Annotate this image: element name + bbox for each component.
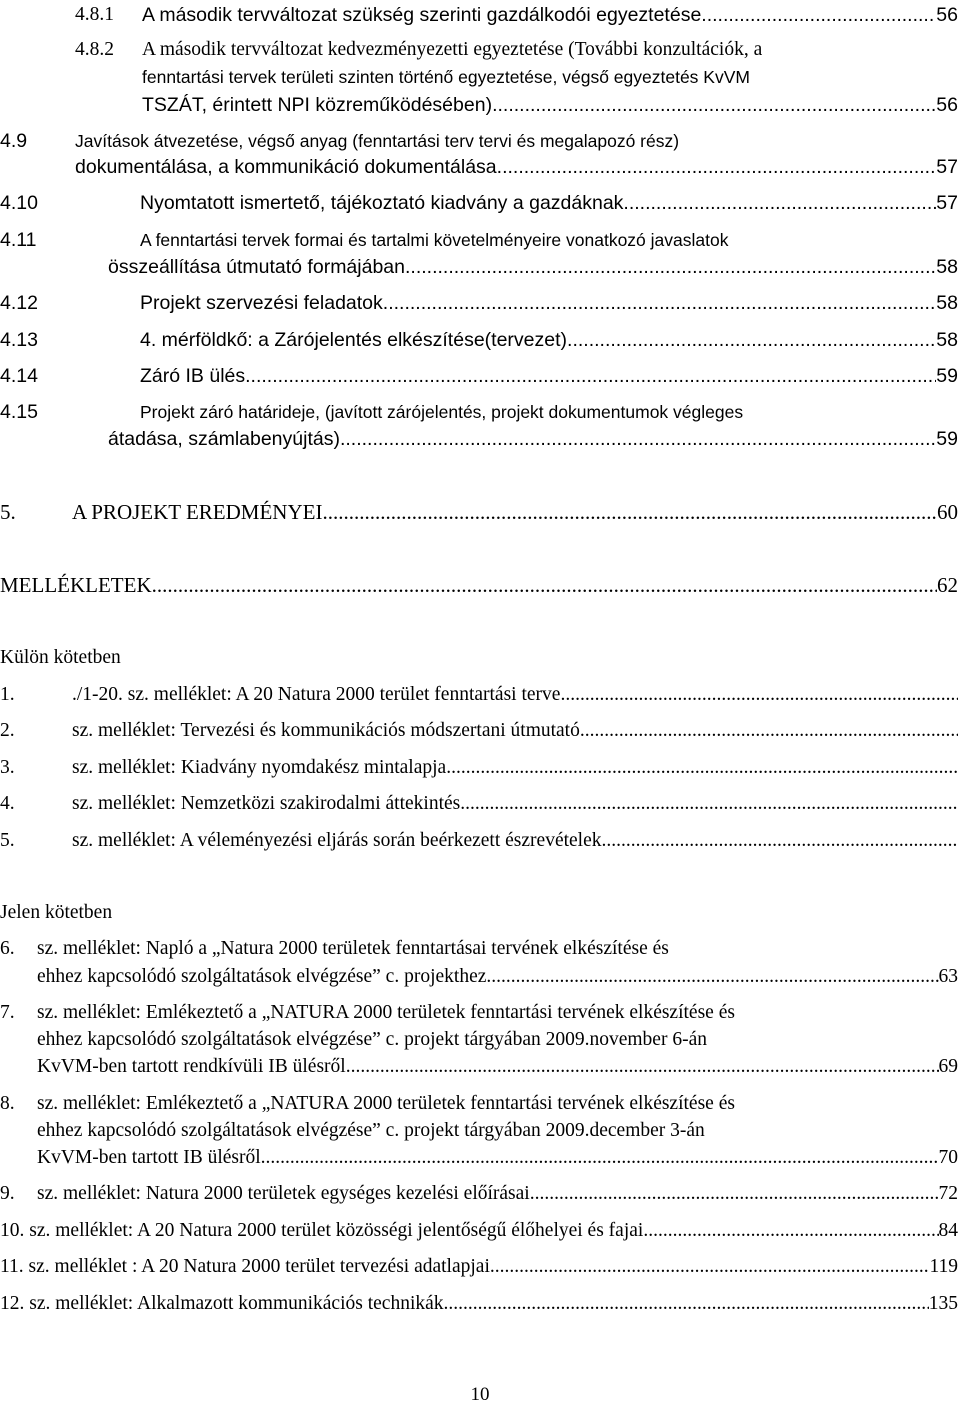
appendix-page-number: 72 bbox=[938, 1183, 958, 1204]
appendix-entry-text: ./1-20. sz. melléklet: A 20 Natura 2000 terület fenntartási terve bbox=[72, 684, 561, 705]
appendix-entry-text: sz. melléklet: Tervezési és kommunikációs módszertani útmutató bbox=[72, 720, 580, 741]
toc-number: 4.12 bbox=[0, 292, 38, 314]
appendix-entry-text: 10. sz. melléklet: A 20 Natura 2000 terület közösségi jelentőségű élőhelyei és fajai bbox=[0, 1220, 644, 1241]
appendix-page-number: 84 bbox=[938, 1220, 958, 1241]
appendix-page-number: 70 bbox=[938, 1147, 958, 1168]
appendix-entry-8[interactable] bbox=[37, 1145, 958, 1171]
toc-entry-text: A második tervváltozat szükség szerinti gazdálkodói egyeztetése bbox=[142, 4, 702, 26]
list-number: 3. bbox=[0, 757, 15, 778]
section-heading-this-volume: Jelen kötetben bbox=[0, 902, 113, 923]
appendix-entry-text: sz. melléklet: Emlékeztető a „NATURA 2000 területek fenntartási tervének elkészítése és bbox=[37, 1093, 735, 1114]
appendix-entry-text: sz. melléklet: Nemzetközi szakirodalmi áttekintés bbox=[72, 793, 461, 814]
toc-entry-text: Javítások átvezetése, végső anyag (fenntartási terv tervi és megalapozó rész) bbox=[75, 131, 680, 151]
appendix-entry-text: 12. sz. melléklet: Alkalmazott kommunikációs technikák bbox=[0, 1293, 444, 1314]
toc-page-number: 57 bbox=[936, 192, 958, 214]
toc-entry-4-12[interactable] bbox=[140, 290, 958, 316]
toc-page-number: 56 bbox=[936, 94, 958, 116]
toc-entry-4-13[interactable] bbox=[140, 327, 958, 353]
appendix-page-number: 69 bbox=[938, 1056, 958, 1077]
toc-number: 4.9 bbox=[0, 130, 28, 152]
toc-entry-text: Projekt záró határideje, (javított zárójelentés, projekt dokumentumok végleges bbox=[140, 402, 744, 422]
appendix-entry-10[interactable] bbox=[0, 1218, 958, 1244]
toc-entry-4-14[interactable] bbox=[140, 363, 958, 389]
toc-entry-4-8-2[interactable] bbox=[142, 92, 958, 118]
toc-entry-text: dokumentálása, a kommunikáció dokumentálása bbox=[75, 156, 497, 178]
toc-entry-text: A második tervváltozat kedvezményezetti egyeztetése (További konzultációk, a bbox=[142, 39, 763, 60]
appendix-page-number: 63 bbox=[938, 966, 958, 987]
toc-entry-4-8-1[interactable] bbox=[142, 2, 958, 28]
toc-entry-4-15[interactable] bbox=[108, 426, 958, 452]
appendix-entry-9[interactable] bbox=[37, 1181, 958, 1207]
toc-entry-text: fenntartási tervek területi szinten történő egyeztetése, végső egyeztetés KvVM bbox=[142, 67, 750, 87]
appendix-entry-7[interactable] bbox=[37, 1054, 958, 1080]
appendix-page-number: 119 bbox=[929, 1256, 958, 1277]
toc-entry-4-9[interactable] bbox=[75, 154, 958, 180]
list-number: 5. bbox=[0, 830, 15, 851]
toc-page-number: 59 bbox=[936, 428, 958, 450]
toc-entry-text: MELLÉKLETEK bbox=[0, 573, 152, 597]
toc-page-number: 59 bbox=[936, 365, 958, 387]
page-number: 10 bbox=[470, 1384, 490, 1405]
toc-entry-4-11[interactable] bbox=[108, 254, 958, 280]
list-number: 1. bbox=[0, 684, 15, 705]
toc-page-number: 58 bbox=[936, 292, 958, 314]
toc-entry-text: összeállítása útmutató formájában bbox=[108, 256, 405, 278]
appendix-entry-text: 11. sz. melléklet : A 20 Natura 2000 terület tervezési adatlapjai bbox=[0, 1256, 490, 1277]
toc-entry-text: 4. mérföldkő: a Zárójelentés elkészítése(tervezet) bbox=[140, 329, 568, 351]
appendix-page-number: 135 bbox=[928, 1293, 958, 1314]
toc-page-number: 57 bbox=[936, 156, 958, 178]
appendix-entry-3[interactable] bbox=[72, 755, 958, 781]
toc-entry-text: A PROJEKT EREDMÉNYEI bbox=[72, 500, 323, 524]
toc-entry-text: A fenntartási tervek formai és tartalmi követelményeire vonatkozó javaslatok bbox=[140, 230, 729, 250]
appendix-entry-text: ehhez kapcsolódó szolgáltatások elvégzése” c. projekt tárgyában 2009.november 6-án bbox=[37, 1029, 707, 1050]
toc-entry-mellekletek[interactable] bbox=[0, 572, 958, 598]
toc-number: 4.8.2 bbox=[75, 39, 114, 60]
appendix-entry-text: ehhez kapcsolódó szolgáltatások elvégzése” c. projekthez bbox=[37, 966, 487, 987]
list-number: 9. bbox=[0, 1183, 15, 1204]
appendix-entry-12[interactable] bbox=[0, 1291, 958, 1317]
toc-number: 4.13 bbox=[0, 329, 38, 351]
toc-number: 4.11 bbox=[0, 229, 37, 251]
toc-entry-text: Projekt szervezési feladatok bbox=[140, 292, 383, 314]
toc-number: 4.14 bbox=[0, 365, 38, 387]
list-number: 4. bbox=[0, 793, 15, 814]
appendix-entry-2[interactable] bbox=[72, 718, 958, 744]
toc-number: 5. bbox=[0, 500, 16, 524]
list-number: 6. bbox=[0, 938, 15, 959]
appendix-entry-6[interactable] bbox=[37, 964, 958, 990]
appendix-entry-5[interactable] bbox=[72, 828, 958, 854]
toc-page-number: 56 bbox=[936, 4, 958, 26]
appendix-entry-4[interactable] bbox=[72, 791, 958, 817]
toc-entry-text: átadása, számlabenyújtás) bbox=[108, 428, 340, 450]
appendix-entry-text: KvVM-ben tartott rendkívüli IB ülésről bbox=[37, 1056, 346, 1077]
toc-entry-5[interactable] bbox=[72, 499, 958, 525]
toc-page-number: 58 bbox=[936, 329, 958, 351]
toc-entry-text: Záró IB ülés bbox=[140, 365, 246, 387]
section-heading-separate-volume: Külön kötetben bbox=[0, 647, 121, 668]
appendix-entry-text: sz. melléklet: Emlékeztető a „NATURA 2000 területek fenntartási tervének elkészítése és bbox=[37, 1002, 735, 1023]
toc-entry-4-10[interactable] bbox=[140, 190, 958, 216]
list-number: 7. bbox=[0, 1002, 15, 1023]
list-number: 2. bbox=[0, 720, 15, 741]
appendix-entry-text: sz. melléklet: Natura 2000 területek egységes kezelési előírásai bbox=[37, 1183, 530, 1204]
toc-page-number: 58 bbox=[936, 256, 958, 278]
appendix-entry-text: sz. melléklet: Kiadvány nyomdakész mintalapja bbox=[72, 757, 447, 778]
toc-number: 4.15 bbox=[0, 401, 38, 423]
toc-entry-text: TSZÁT, érintett NPI közreműködésében) bbox=[142, 94, 493, 116]
appendix-entry-text: sz. melléklet: A véleményezési eljárás során beérkezett észrevételek bbox=[72, 830, 602, 851]
toc-number: 4.8.1 bbox=[75, 4, 114, 25]
appendix-entry-text: KvVM-ben tartott IB ülésről bbox=[37, 1147, 261, 1168]
toc-entry-text: Nyomtatott ismertető, tájékoztató kiadvány a gazdáknak bbox=[140, 192, 624, 214]
toc-number: 4.10 bbox=[0, 192, 38, 214]
list-number: 8. bbox=[0, 1093, 15, 1114]
appendix-entry-11[interactable] bbox=[0, 1254, 958, 1280]
appendix-entry-1[interactable] bbox=[72, 682, 958, 708]
toc-page-number: 60 bbox=[937, 500, 958, 524]
appendix-entry-text: sz. melléklet: Napló a „Natura 2000 területek fenntartásai tervének elkészítése és bbox=[37, 938, 669, 959]
toc-page-number: 62 bbox=[937, 573, 958, 597]
appendix-entry-text: ehhez kapcsolódó szolgáltatások elvégzése” c. projekt tárgyában 2009.december 3-án bbox=[37, 1120, 705, 1141]
